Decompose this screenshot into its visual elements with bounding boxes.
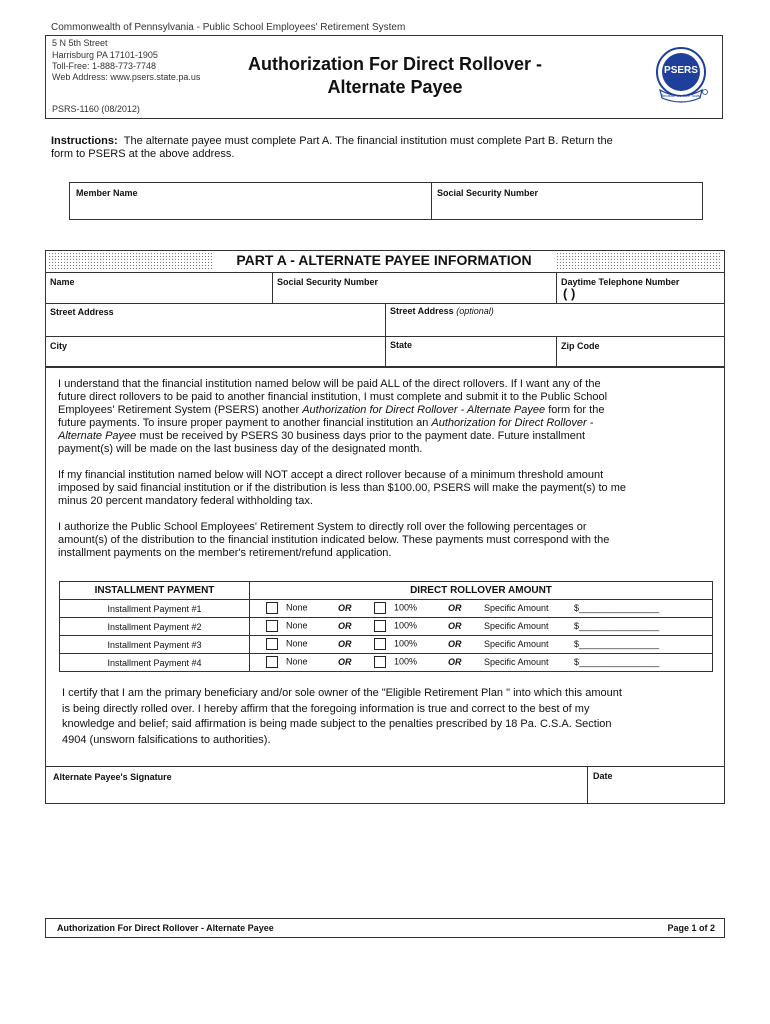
none-label: None (286, 638, 308, 649)
member-name-field[interactable]: Member Name (76, 188, 138, 198)
specific-amount-label: Specific Amount (484, 639, 549, 649)
page-title (220, 53, 570, 99)
p1-line1: I understand that the financial institution named below will be paid ALL of the direct rollovers. If I want any of the (58, 378, 601, 390)
installment-label: Installment Payment #1 (60, 600, 250, 618)
p3-line2: amount(s) of the distribution to the financial institution indicated below. These payments must correspond with the (58, 534, 610, 546)
paragraph-2 (58, 469, 718, 508)
payee-ssn-field[interactable]: Social Security Number (277, 277, 379, 287)
toll-free: Toll-Free: 1-888-773-7748 (52, 61, 157, 71)
rollover-options (250, 600, 713, 618)
pct-label: 100% (394, 638, 418, 649)
rollover-col-header: DIRECT ROLLOVER AMOUNT (250, 582, 713, 600)
p2-line2: imposed by said financial institution or if the distribution is less than $100.00, PSERS will make the payment(s) to me (58, 482, 626, 494)
p1-line3c: form for the (545, 404, 605, 416)
p1-line2: future direct rollovers to be paid to another financial institution, I must complete and submit it to the Public School (58, 391, 608, 403)
or-label: OR (338, 603, 352, 613)
installment-label: Installment Payment #2 (60, 618, 250, 636)
p1-line6: payment(s) will be made on the last business day of the designated month. (58, 443, 423, 455)
footer-bar (45, 918, 725, 938)
or-label: OR (448, 603, 462, 613)
or-label: OR (338, 621, 352, 631)
address-line1: 5 N 5th Street (52, 38, 108, 48)
dotted-band-right (556, 252, 722, 270)
instructions (51, 135, 721, 161)
dotted-band-left (48, 252, 214, 270)
pct-label: 100% (394, 656, 418, 667)
specific-amount-label: Specific Amount (484, 657, 549, 667)
table-row (60, 600, 713, 618)
none-label: None (286, 656, 308, 667)
certify-line4: 4904 (unsworn falsifications to authorities). (62, 733, 271, 746)
pct-checkbox[interactable] (374, 602, 386, 614)
installment-label: Installment Payment #3 (60, 636, 250, 654)
phone-parens: ( ) (563, 286, 576, 301)
p1-line5a: Alternate Payee (58, 430, 137, 442)
p1-line4a: future payments. To insure proper payment to another financial institution an (58, 417, 432, 429)
pct-label: 100% (394, 620, 418, 631)
p1-line4b: Authorization for Direct Rollover - (431, 417, 594, 429)
street-address-field[interactable]: Street Address (50, 307, 114, 317)
psers-logo (650, 44, 712, 106)
installment-col-header: INSTALLMENT PAYMENT (60, 582, 250, 600)
specific-amount-label: Specific Amount (484, 603, 549, 613)
optional-note: (optional) (456, 306, 494, 316)
address-line2: Harrisburg PA 17101-1905 (52, 50, 158, 60)
date-field[interactable]: Date (593, 771, 613, 781)
certify-line1: I certify that I am the primary beneficiary and/or sole owner of the "Eligible Retirement Plan " into which this amount (62, 687, 622, 699)
or-label: OR (448, 621, 462, 631)
p3-line3: installment payments on the member's retirement/refund application. (58, 547, 392, 559)
table-row (60, 654, 713, 672)
payee-name-field[interactable]: Name (50, 277, 75, 287)
signature-field[interactable]: Alternate Payee's Signature (53, 772, 172, 782)
p3-line1: I authorize the Public School Employees' Retirement System to directly roll over the following percentages or (58, 521, 587, 533)
amount-input[interactable]: $________________ (574, 603, 660, 613)
table-row (60, 636, 713, 654)
or-label: OR (338, 657, 352, 667)
pct-checkbox[interactable] (374, 656, 386, 668)
certify-line3: knowledge and belief; said affirmation is being made subject to the penalties prescribed by 18 Pa. C.S.A. Section (62, 718, 612, 730)
payee-phone-field[interactable]: Daytime Telephone Number (561, 277, 680, 287)
instructions-text2: form to PSERS at the above address. (51, 148, 235, 160)
form-number: PSRS-1160 (08/2012) (52, 104, 140, 114)
p2-line1: If my financial institution named below will NOT accept a direct rollover because of a minimum threshold amount (58, 469, 604, 481)
paragraph-1 (58, 378, 718, 456)
certification-text (62, 686, 722, 748)
or-label: OR (338, 639, 352, 649)
none-label: None (286, 602, 308, 613)
paragraph-3 (58, 521, 718, 560)
none-checkbox[interactable] (266, 602, 278, 614)
p2-line3: minus 20 percent mandatory federal withholding tax. (58, 495, 313, 507)
rollover-options (250, 654, 713, 672)
rollover-options (250, 618, 713, 636)
certify-line2: is being directly rolled over. I hereby affirm that the foregoing information is true and correct to the best of my (62, 702, 590, 715)
logo-text: PSERS (664, 65, 698, 76)
none-checkbox[interactable] (266, 620, 278, 632)
pct-label: 100% (394, 602, 418, 613)
pct-checkbox[interactable] (374, 620, 386, 632)
pct-checkbox[interactable] (374, 638, 386, 650)
title-line1: Authorization For Direct Rollover - (247, 54, 542, 74)
installment-header-row (60, 582, 713, 600)
installment-table (59, 581, 713, 672)
specific-amount-label: Specific Amount (484, 621, 549, 631)
system-name: Commonwealth of Pennsylvania - Public School Employees' Retirement System (51, 22, 406, 33)
logo-ribbon: Because We Care Today (661, 94, 701, 98)
member-box (69, 182, 703, 220)
street2-label: Street Address (390, 306, 454, 316)
rollover-options (250, 636, 713, 654)
or-label: OR (448, 657, 462, 667)
state-field[interactable]: State (390, 340, 413, 350)
none-label: None (286, 620, 308, 631)
amount-input[interactable]: $________________ (574, 657, 660, 667)
none-checkbox[interactable] (266, 656, 278, 668)
instructions-text: The alternate payee must complete Part A. The financial institution must complete Part B. Return the (123, 135, 613, 147)
footer-title: Authorization For Direct Rollover - Alternate Payee (57, 923, 274, 933)
p1-line5 (58, 430, 718, 443)
member-ssn-field[interactable]: Social Security Number (437, 188, 539, 198)
p1-line5b: must be received by PSERS 30 business days prior to the payment date. Future installment (136, 430, 586, 442)
p1-line4 (58, 417, 718, 430)
table-row (60, 618, 713, 636)
street-address2-field[interactable] (390, 306, 494, 316)
or-label: OR (448, 639, 462, 649)
page-number: Page 1 of 2 (667, 923, 715, 933)
installment-label: Installment Payment #4 (60, 654, 250, 672)
instructions-label: Instructions: (51, 135, 118, 147)
p1-line3b: Authorization for Direct Rollover - Alternate Payee (302, 404, 546, 416)
part-a-title: PART A - ALTERNATE PAYEE INFORMATION (236, 252, 532, 268)
p1-line3a: Employees' Retirement System (PSERS) another (58, 404, 303, 416)
amount-input[interactable]: $________________ (574, 621, 660, 631)
none-checkbox[interactable] (266, 638, 278, 650)
web-address: Web Address: www.psers.state.pa.us (52, 72, 201, 82)
p1-line3 (58, 404, 718, 417)
zip-field[interactable]: Zip Code (561, 341, 600, 351)
title-line2: Alternate Payee (327, 77, 463, 97)
amount-input[interactable]: $________________ (574, 639, 660, 649)
city-field[interactable]: City (50, 341, 68, 351)
